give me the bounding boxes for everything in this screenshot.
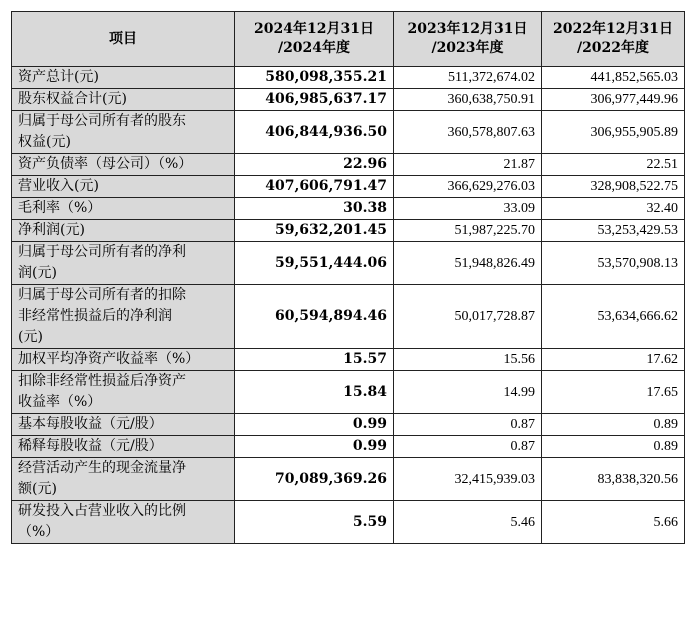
row-label-line: 营业收入(元) [18,178,99,194]
value-2022: 441,852,565.03 [542,67,685,89]
value-2022: 53,253,429.53 [542,220,685,242]
row-label-line: 收益率（%） [18,394,102,410]
row-label [12,414,235,436]
row-label-line: 资产总计(元) [18,69,99,85]
value-2023: 14.99 [394,371,542,414]
header-row [12,12,685,67]
value-2023: 33.09 [394,198,542,220]
value-2024: 15.57 [235,349,394,371]
row-label [12,349,235,371]
row-label [12,220,235,242]
row-label [12,198,235,220]
value-2022: 17.65 [542,371,685,414]
table-row [12,154,685,176]
row-label [12,501,235,544]
value-2023: 5.46 [394,501,542,544]
value-2022: 53,634,666.62 [542,285,685,349]
row-label [12,458,235,501]
header-2023-line2: /2023年度 [431,40,504,56]
table-row [12,67,685,89]
row-label-line: 归属于母公司所有者的净利 [18,244,186,260]
value-2023: 0.87 [394,436,542,458]
value-2024: 22.96 [235,154,394,176]
table-row [12,458,685,501]
row-label [12,89,235,111]
row-label-line: 资产负债率（母公司）（%） [18,156,193,172]
header-2022 [542,12,685,67]
row-label-line: 股东权益合计(元) [18,91,127,107]
row-label [12,436,235,458]
header-2023-line1: 2023年12月31日 [407,21,528,37]
row-label-line: 权益(元) [18,134,71,150]
header-2024-line2: /2024年度 [277,40,351,56]
row-label [12,371,235,414]
value-2023: 360,578,807.63 [394,111,542,154]
value-2022: 306,955,905.89 [542,111,685,154]
row-label [12,67,235,89]
row-label [12,285,235,349]
row-label-line: (元) [18,329,43,345]
value-2023: 51,948,826.49 [394,242,542,285]
value-2022: 5.66 [542,501,685,544]
header-2023 [394,12,542,67]
row-label-line: 扣除非经常性损益后净资产 [18,373,186,389]
value-2022: 0.89 [542,436,685,458]
row-label-line: （%） [18,524,60,540]
table-row [12,89,685,111]
table-row [12,436,685,458]
row-label-line: 稀释每股收益（元/股） [18,438,163,454]
row-label-line: 非经常性损益后的净利润 [18,308,172,324]
table-row [12,111,685,154]
value-2023: 366,629,276.03 [394,176,542,198]
financial-summary-table [11,11,685,544]
row-label-line: 毛利率（%） [18,200,102,216]
value-2022: 306,977,449.96 [542,89,685,111]
table-row [12,176,685,198]
value-2024: 59,551,444.06 [235,242,394,285]
table-row [12,242,685,285]
value-2024: 59,632,201.45 [235,220,394,242]
value-2023: 51,987,225.70 [394,220,542,242]
row-label [12,154,235,176]
value-2024: 406,985,637.17 [235,89,394,111]
row-label-line: 基本每股收益（元/股） [18,416,163,432]
value-2024: 0.99 [235,414,394,436]
header-2024 [235,12,394,67]
table-row [12,198,685,220]
value-2024: 407,606,791.47 [235,176,394,198]
row-label-line: 净利润(元) [18,222,85,238]
row-label-line: 润(元) [18,265,57,281]
row-label-line: 归属于母公司所有者的股东 [18,113,186,129]
row-label [12,176,235,198]
value-2023: 360,638,750.91 [394,89,542,111]
financial-table-container [11,11,684,544]
header-2024-line1: 2024年12月31日 [254,21,374,37]
value-2024: 5.59 [235,501,394,544]
value-2024: 60,594,894.46 [235,285,394,349]
value-2022: 17.62 [542,349,685,371]
value-2022: 32.40 [542,198,685,220]
row-label-line: 研发投入占营业收入的比例 [18,503,186,519]
row-label-line: 加权平均净资产收益率（%） [18,351,200,367]
value-2022: 83,838,320.56 [542,458,685,501]
value-2023: 15.56 [394,349,542,371]
value-2023: 21.87 [394,154,542,176]
value-2023: 0.87 [394,414,542,436]
table-row [12,414,685,436]
table-row [12,220,685,242]
table-row [12,371,685,414]
value-2022: 0.89 [542,414,685,436]
value-2024: 30.38 [235,198,394,220]
value-2022: 22.51 [542,154,685,176]
value-2024: 580,098,355.21 [235,67,394,89]
value-2024: 15.84 [235,371,394,414]
value-2023: 511,372,674.02 [394,67,542,89]
table-row [12,501,685,544]
value-2024: 70,089,369.26 [235,458,394,501]
row-label [12,242,235,285]
row-label-line: 经营活动产生的现金流量净 [18,460,186,476]
row-label [12,111,235,154]
value-2023: 50,017,728.87 [394,285,542,349]
row-label-line: 归属于母公司所有者的扣除 [18,287,186,303]
table-row [12,349,685,371]
value-2022: 328,908,522.75 [542,176,685,198]
header-2022-line1: 2022年12月31日 [553,21,673,37]
header-2022-line2: /2022年度 [576,40,650,56]
table-row [12,285,685,349]
value-2022: 53,570,908.13 [542,242,685,285]
header-item: 项目 [12,12,235,67]
value-2024: 0.99 [235,436,394,458]
value-2024: 406,844,936.50 [235,111,394,154]
value-2023: 32,415,939.03 [394,458,542,501]
row-label-line: 额(元) [18,481,57,497]
